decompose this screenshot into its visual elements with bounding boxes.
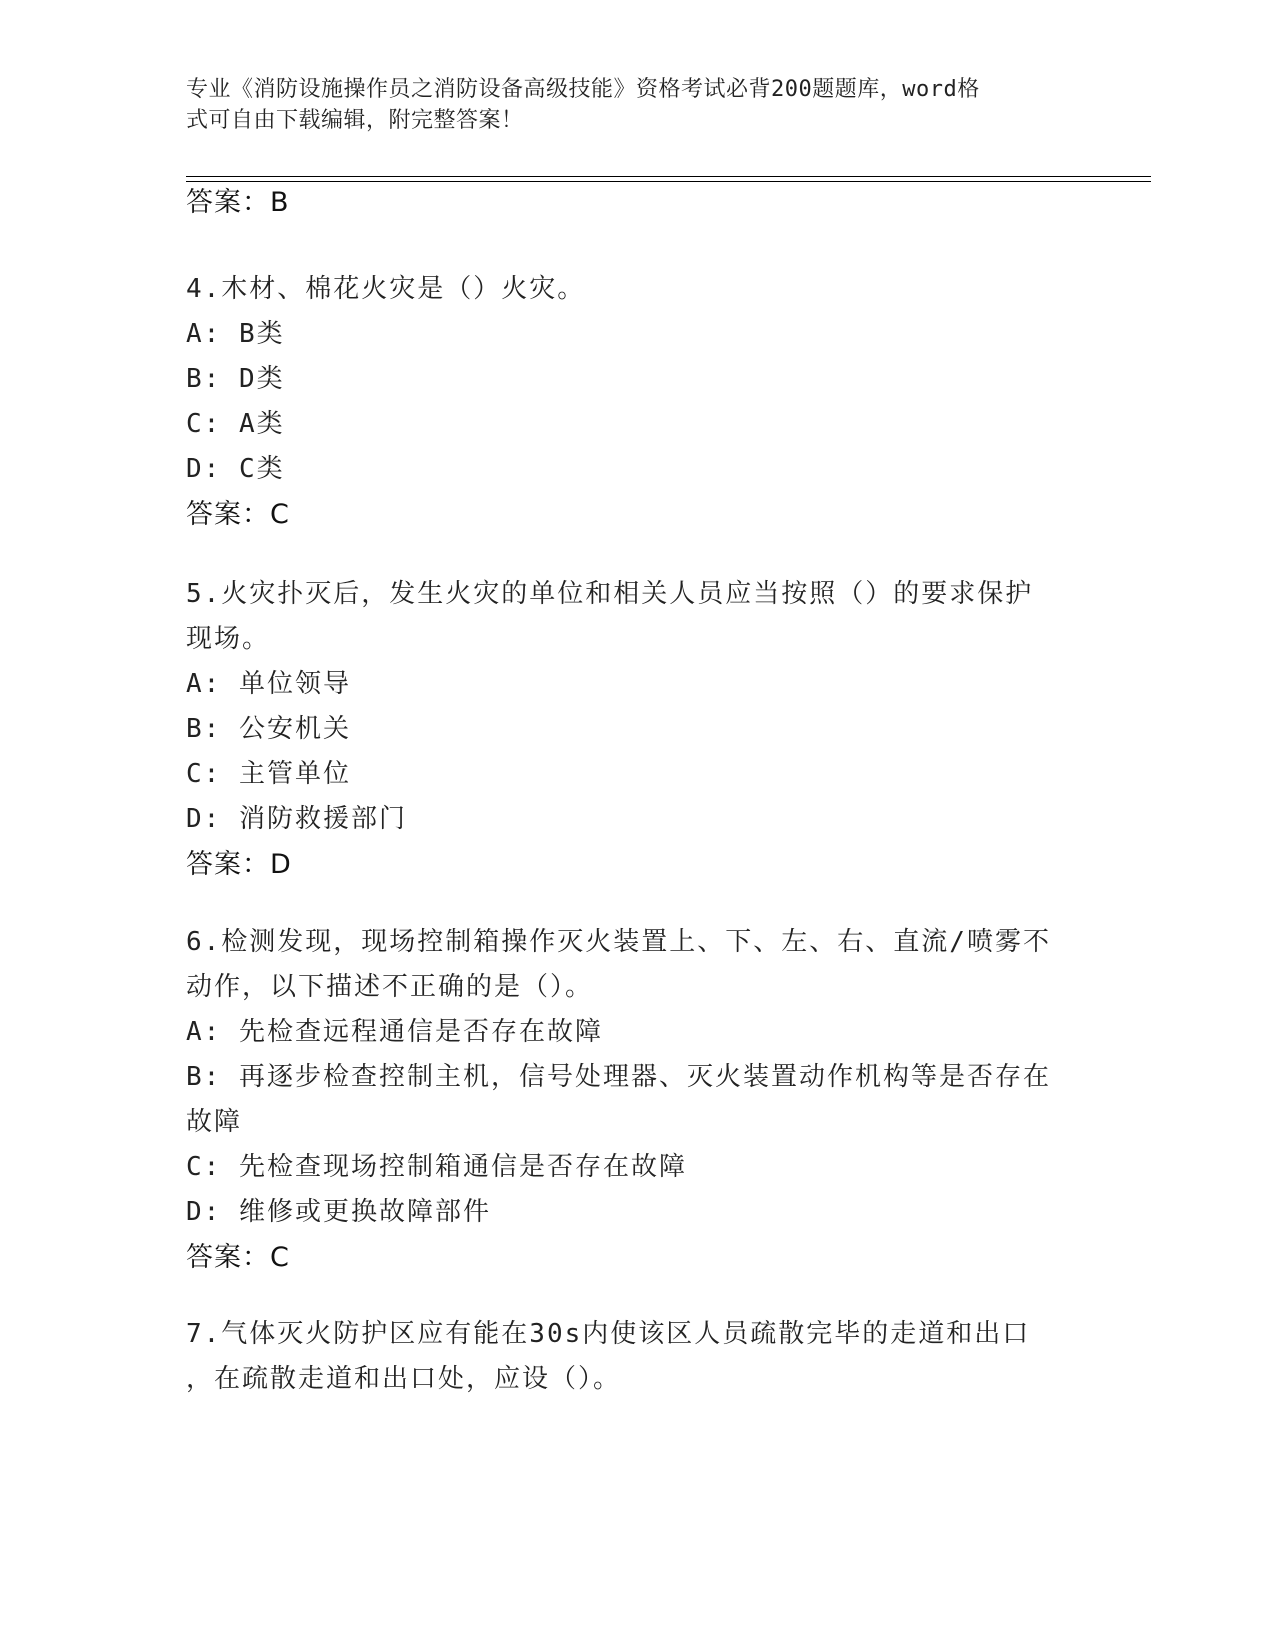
option-d: D: 维修或更换故障部件 [186,1197,491,1227]
option-d: D: 消防救援部门 [186,804,407,834]
header-line-2: 式可自由下载编辑，附完整答案！ [186,108,524,133]
option-a: A: B类 [186,319,285,349]
answer-label: 答案：B [186,187,290,218]
option-c: C: 主管单位 [186,759,351,789]
question-text-line-1: 7.气体灭火防护区应有能在30s内使该区人员疏散完毕的走道和出口 [186,1319,1031,1349]
option-d: D: C类 [186,454,285,484]
header-divider-top [186,176,1151,177]
question-text-line-2: 现场。 [186,624,271,654]
previous-answer-block [186,180,1076,225]
question-7 [186,1312,1076,1402]
question-text-line-2: ，在疏散走道和出口处，应设（）。 [186,1364,622,1394]
answer-label: 答案：C [186,1242,290,1273]
question-text: 4.木材、棉花火灾是（）火灾。 [186,274,586,304]
option-b: B: 公安机关 [186,714,351,744]
option-c: C: 先检查现场控制箱通信是否存在故障 [186,1152,687,1182]
answer-label: 答案：D [186,849,292,880]
option-b: B: D类 [186,364,285,394]
question-5 [186,572,1076,887]
document-header [186,74,1066,136]
option-c: C: A类 [186,409,285,439]
option-b: B: 再逐步检查控制主机，信号处理器、灭火装置动作机构等是否存在 [186,1062,1051,1092]
question-6 [186,920,1076,1280]
question-4 [186,267,1076,537]
question-text-line-1: 5.火灾扑灭后，发生火灾的单位和相关人员应当按照（）的要求保护 [186,579,1034,609]
answer-label: 答案：C [186,499,290,530]
header-line-1: 专业《消防设施操作员之消防设备高级技能》资格考试必背200题题库，word格 [186,77,980,102]
question-text-line-1: 6.检测发现，现场控制箱操作灭火装置上、下、左、右、直流/喷雾不 [186,927,1051,957]
option-a: A: 先检查远程通信是否存在故障 [186,1017,603,1047]
option-b-continued: 故障 [186,1107,243,1137]
question-text-line-2: 动作，以下描述不正确的是（）。 [186,972,594,1002]
option-a: A: 单位领导 [186,669,351,699]
